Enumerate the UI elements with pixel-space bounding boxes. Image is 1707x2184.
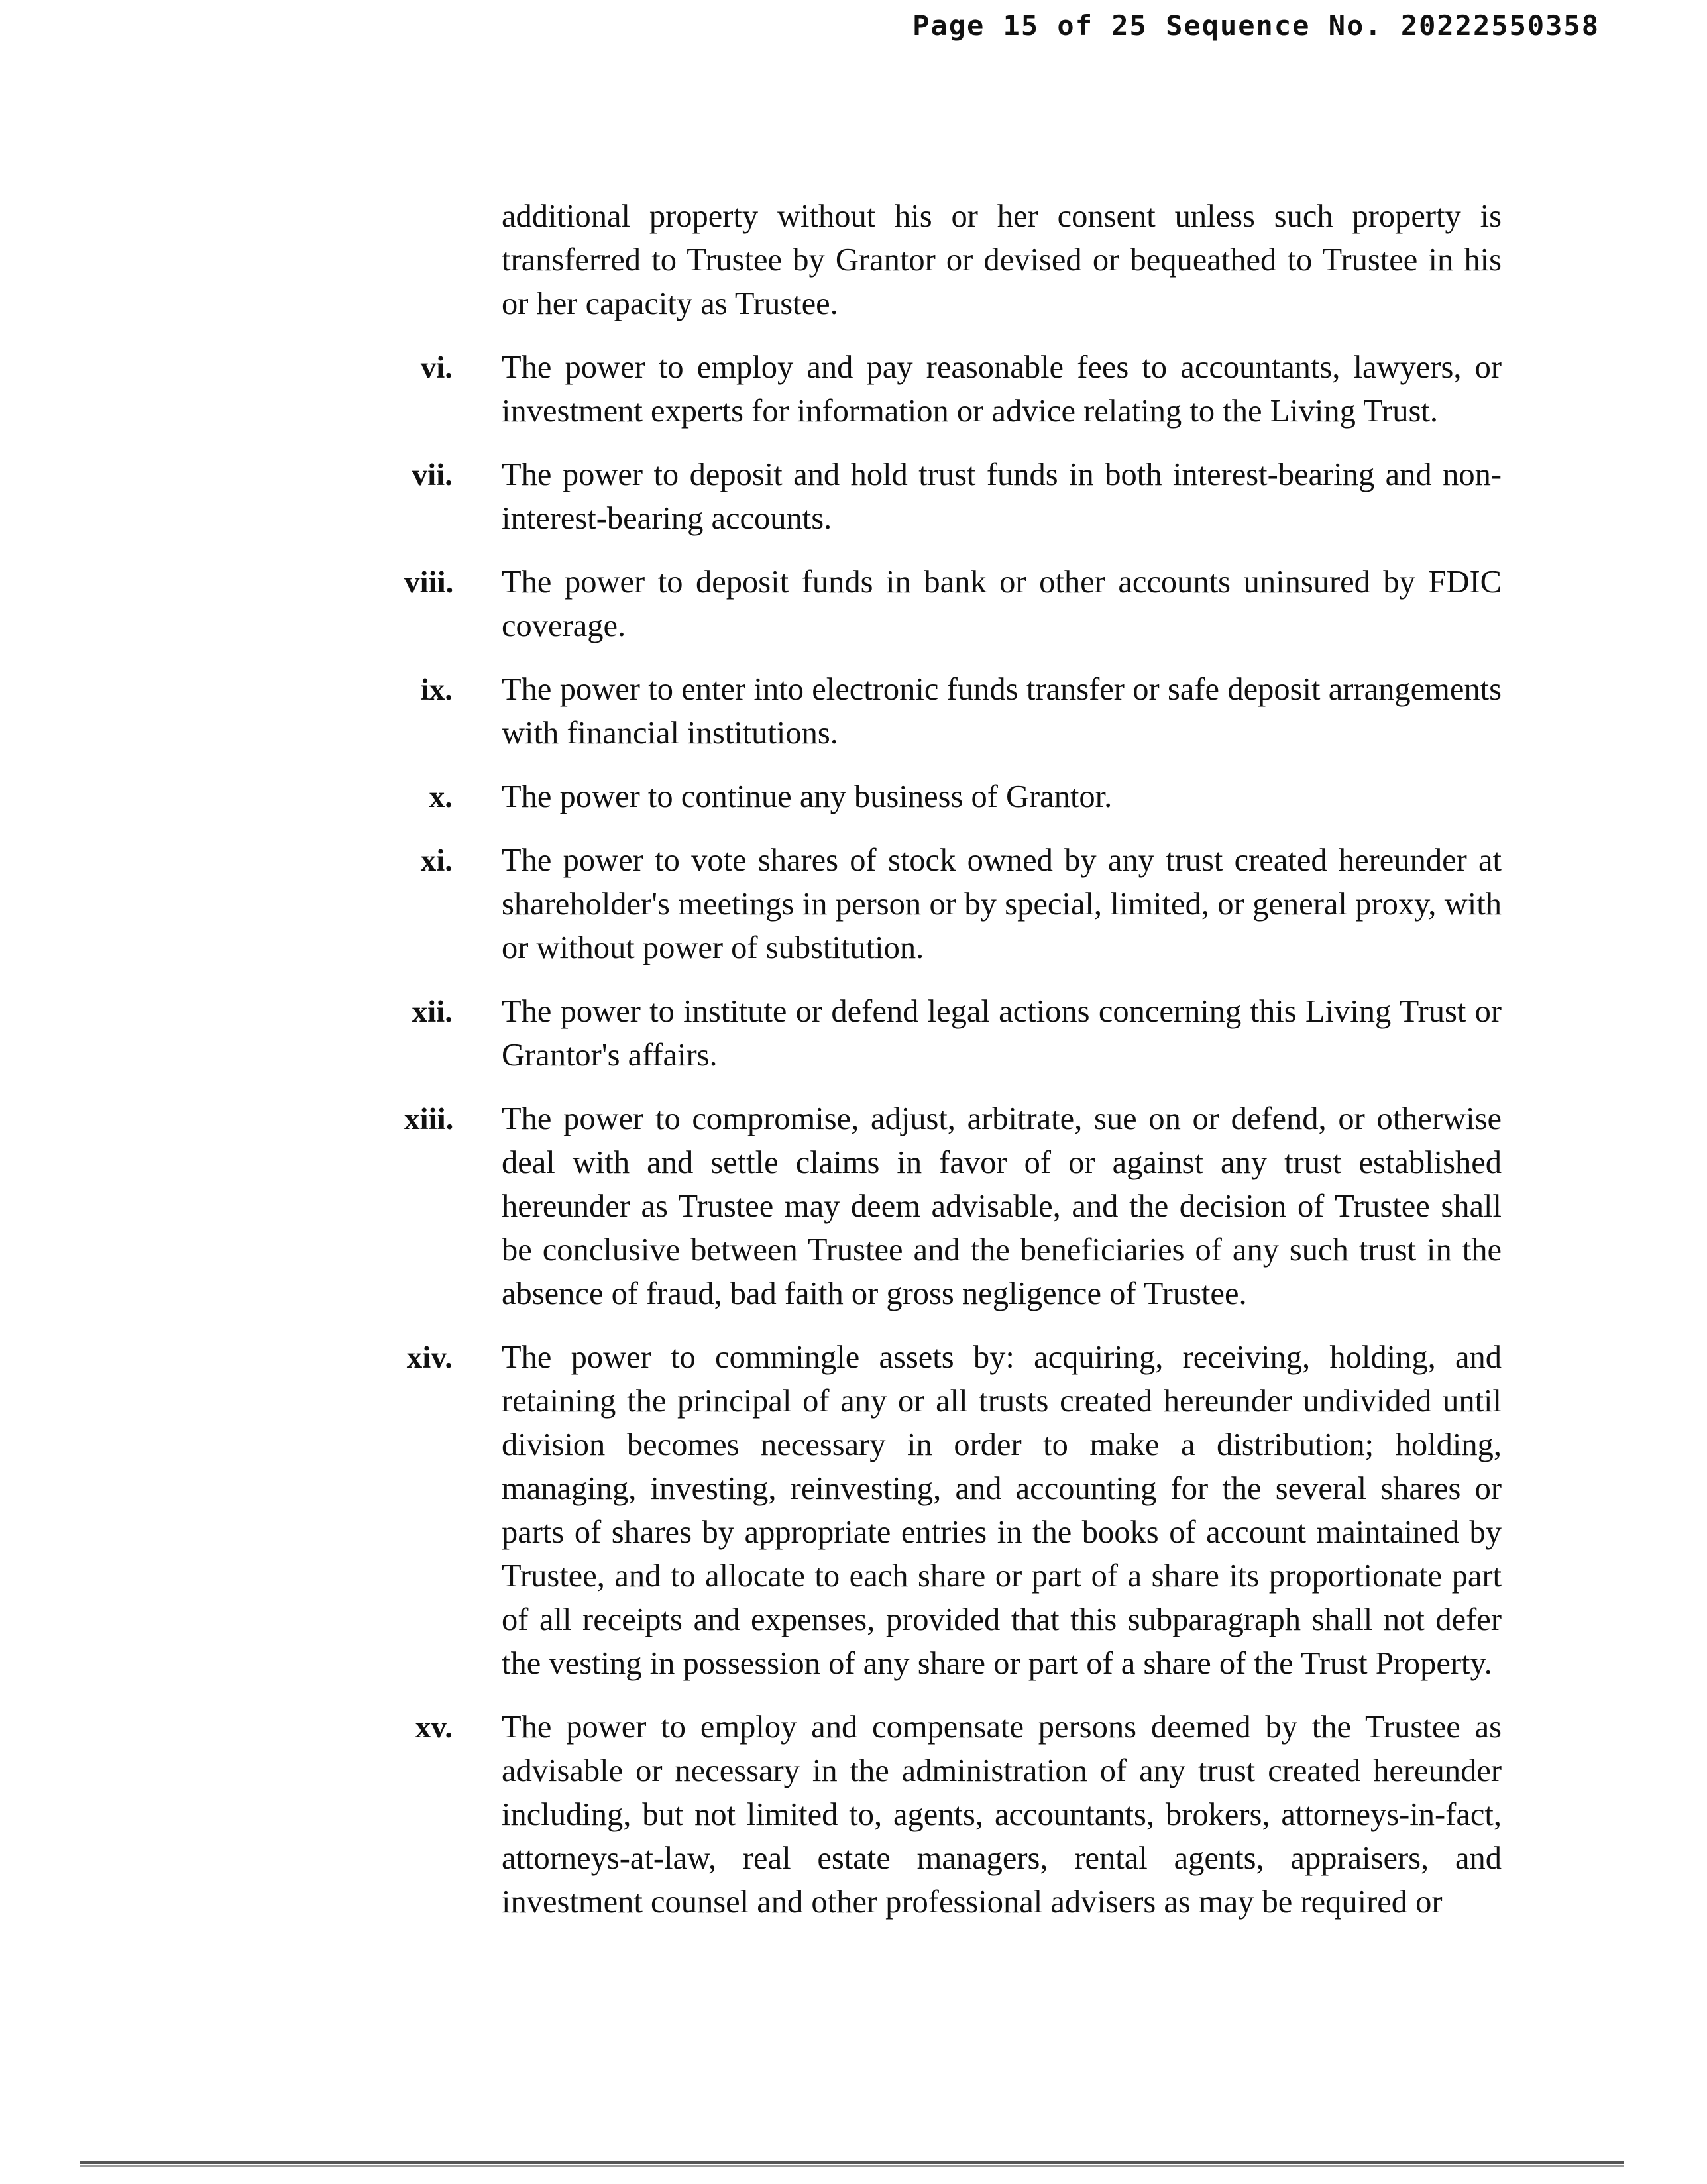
list-item-vi [404,346,1502,433]
footer-rule-shadow [80,2165,1624,2167]
list-marker: vi. [420,351,453,385]
list-item-text: The power to vote shares of stock owned by any trust created hereunder at shareholder's meetings in person or by special, limited, or general proxy, with or without power of substitution. [502,843,1502,965]
list-marker: vii. [412,458,453,492]
continuation-paragraph: additional property without his or her consent unless such property is transferred to Trustee by Grantor or devised or bequeathed to Trustee in his or her capacity as Trustee. [502,199,1502,321]
page-header: Page 15 of 25 Sequence No. 20222550358 [912,9,1600,42]
list-item-text: The power to employ and compensate persons deemed by the Trustee as advisable or necessary in the administration of any trust created hereunder including, but not limited to, agents, accountants, brokers, attorneys-in-fact, attorneys-at-law, real estate managers, rental agents, appraisers, and investment counsel and other professional advisers as may be required or [502,1710,1502,1920]
list-marker: x. [429,780,453,814]
list-item-text: The power to continue any business of Grantor. [502,779,1113,814]
list-item-xiv [404,1336,1502,1686]
list-item-xii [404,990,1502,1077]
list-item-text: The power to employ and pay reasonable fees to accountants, lawyers, or investment experts for information or advice relating to the Living Trust. [502,350,1502,429]
list-marker: xv. [415,1710,453,1745]
list-item-vii [404,453,1502,541]
list-item-text: The power to commingle assets by: acquiring, receiving, holding, and retaining the principal of any or all trusts created hereunder undivided until division becomes necessary in order to make a distribution; holding, managing, investing, reinvesting, and accounting for the several shares or parts of shares by appropriate entries in the books of account maintained by Trustee, and to allocate to each share or part of a share its proportionate part of all receipts and expenses, provided that this subparagraph shall not defer the vesting in possession of any share or part of a share of the Trust Property. [502,1340,1502,1681]
list-marker: xii. [412,995,453,1029]
list-item-text: The power to deposit and hold trust funds in both interest-bearing and non-interest-bearing accounts. [502,457,1502,536]
list-item-viii [404,561,1502,648]
list-item-text: The power to institute or defend legal actions concerning this Living Trust or Grantor's affairs. [502,994,1502,1073]
list-item-ix [404,668,1502,755]
list-marker: xi. [420,844,453,878]
list-item-text: The power to compromise, adjust, arbitrate, sue on or defend, or otherwise deal with and settle claims in favor of or against any trust established hereunder as Trustee may deem advisable, and the decision of Trustee shall be conclusive between Trustee and the beneficiaries of any such trust in the absence of fraud, bad faith or gross negligence of Trustee. [502,1101,1502,1311]
list-marker: ix. [420,673,453,707]
list-item-text: The power to enter into electronic funds transfer or safe deposit arrangements with financial institutions. [502,672,1502,751]
list-item-xi [404,839,1502,970]
list-item-x [404,775,1502,819]
list-item-text: The power to deposit funds in bank or other accounts uninsured by FDIC coverage. [502,565,1502,643]
list-item-xiii [404,1097,1502,1316]
list-marker: viii. [404,565,454,600]
list-marker: xiii. [404,1102,454,1136]
list-item-xv [404,1706,1502,1924]
document-body [404,195,1502,1944]
footer-rule [80,2161,1624,2164]
list-marker: xiv. [406,1340,453,1375]
